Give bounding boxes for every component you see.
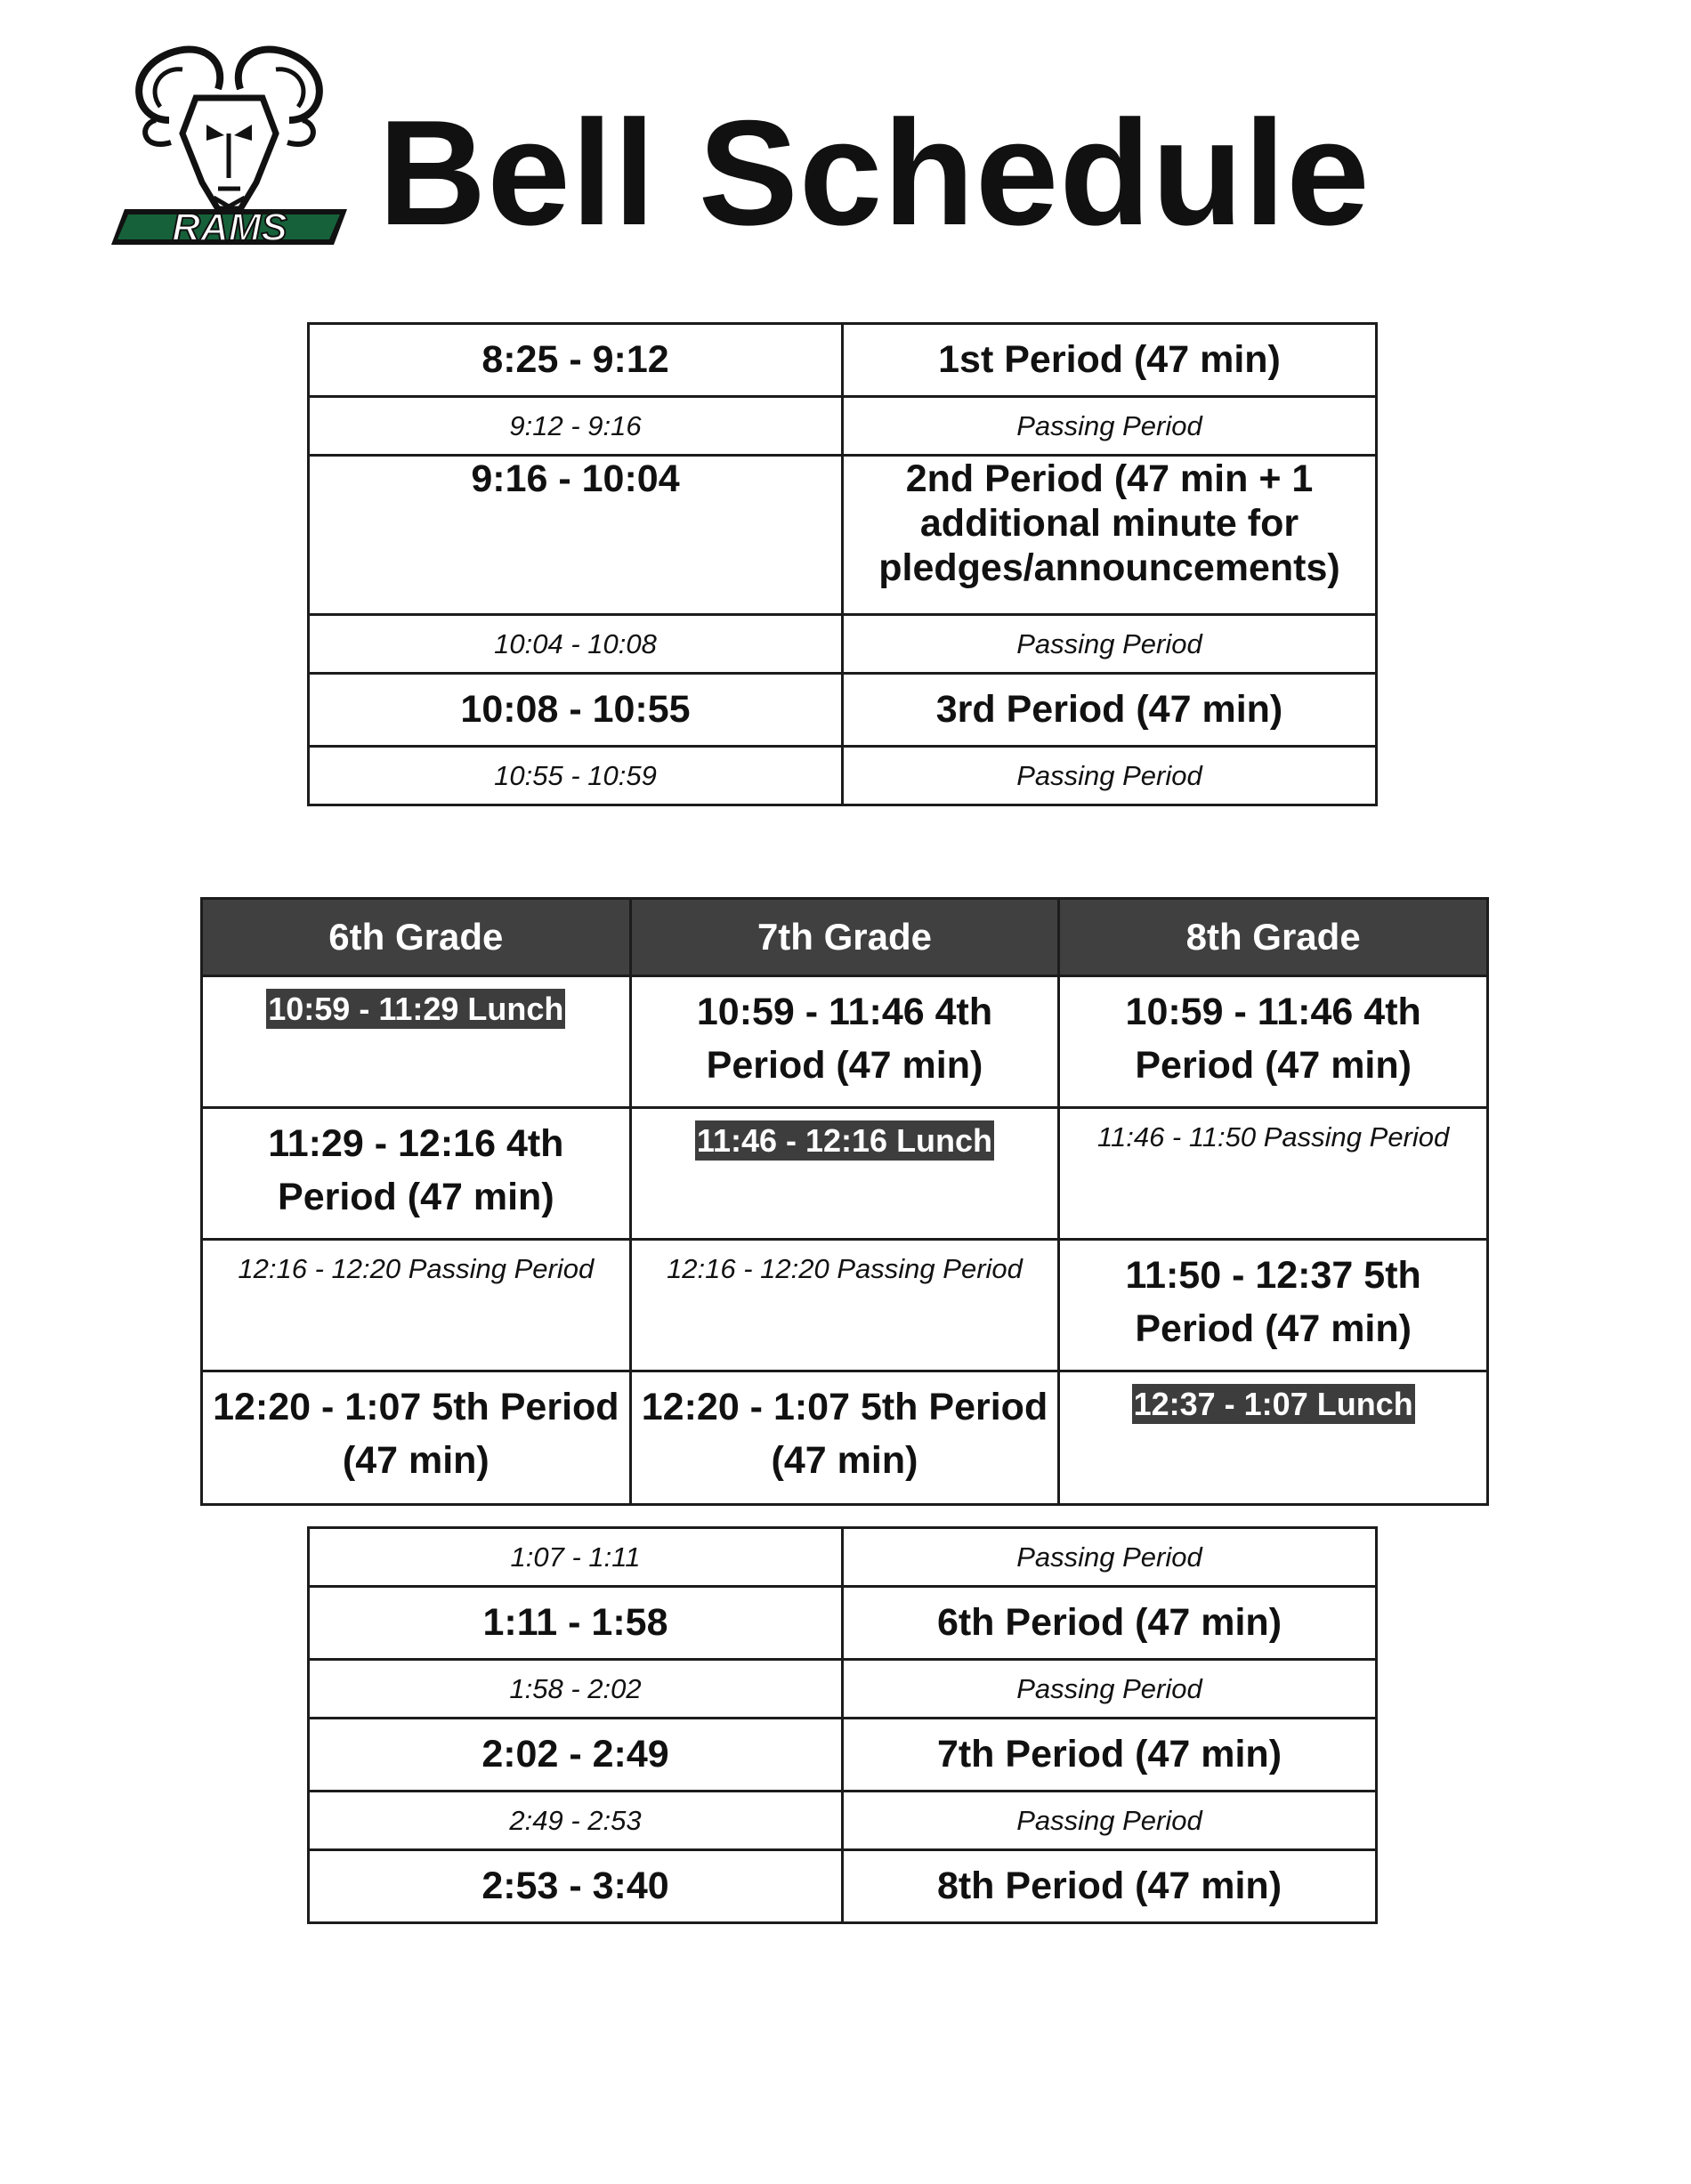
period-label-cell: Passing Period	[843, 615, 1377, 674]
period-text: 11:29 - 12:16 4th Period (47 min)	[268, 1122, 564, 1218]
period-text: 10:59 - 11:46 4th Period (47 min)	[1125, 991, 1421, 1087]
grade-cell	[630, 1371, 1059, 1505]
grade-cell	[202, 1240, 631, 1371]
period-label-cell: Passing Period	[843, 1528, 1377, 1587]
time-cell: 10:55 - 10:59	[309, 747, 843, 805]
time-cell: 8:25 - 9:12	[309, 324, 843, 397]
header-8th-grade: 8th Grade	[1059, 899, 1488, 976]
grade-cell	[1059, 1371, 1488, 1505]
afternoon-schedule-table	[307, 1526, 1378, 1924]
grade-row	[202, 1108, 1488, 1240]
period-label-cell: 8th Period (47 min)	[843, 1850, 1377, 1923]
period-label-cell: Passing Period	[843, 747, 1377, 805]
header-6th-grade: 6th Grade	[202, 899, 631, 976]
grade-cell	[1059, 1240, 1488, 1371]
grade-row	[202, 976, 1488, 1108]
grade-row	[202, 1240, 1488, 1371]
time-cell: 1:11 - 1:58	[309, 1587, 843, 1660]
time-cell: 9:12 - 9:16	[309, 397, 843, 456]
grade-lunch-table	[200, 897, 1489, 1506]
period-label-cell: Passing Period	[843, 1792, 1377, 1850]
schedule-row	[309, 456, 1377, 615]
passing-period-text: 12:16 - 12:20 Passing Period	[667, 1253, 1023, 1284]
morning-schedule-table	[307, 322, 1378, 806]
lunch-highlight: 10:59 - 11:29 Lunch	[268, 991, 564, 1027]
time-cell: 2:02 - 2:49	[309, 1719, 843, 1792]
schedule-row	[309, 1792, 1377, 1850]
passing-period-text: 12:16 - 12:20 Passing Period	[238, 1253, 595, 1284]
schedule-row	[309, 324, 1377, 397]
schedule-row	[309, 615, 1377, 674]
schedule-row	[309, 1528, 1377, 1587]
schedule-row	[309, 1660, 1377, 1719]
passing-period-text: 11:46 - 11:50 Passing Period	[1097, 1121, 1450, 1153]
period-text: 12:20 - 1:07 5th Period (47 min)	[641, 1386, 1048, 1482]
logo-text: RAMS	[172, 206, 287, 249]
time-cell: 2:49 - 2:53	[309, 1792, 843, 1850]
time-cell: 1:58 - 2:02	[309, 1660, 843, 1719]
grade-cell	[630, 1240, 1059, 1371]
time-cell: 2:53 - 3:40	[309, 1850, 843, 1923]
grade-header-row	[202, 899, 1488, 976]
grade-cell	[630, 1108, 1059, 1240]
grade-cell	[1059, 976, 1488, 1108]
period-label-cell: Passing Period	[843, 1660, 1377, 1719]
time-cell: 10:04 - 10:08	[309, 615, 843, 674]
time-cell: 1:07 - 1:11	[309, 1528, 843, 1587]
period-label-cell: 1st Period (47 min)	[843, 324, 1377, 397]
schedule-row	[309, 1850, 1377, 1923]
rams-logo	[107, 36, 352, 249]
header-7th-grade: 7th Grade	[630, 899, 1059, 976]
schedule-row	[309, 674, 1377, 747]
period-label-cell: 3rd Period (47 min)	[843, 674, 1377, 747]
rams-wordmark	[111, 206, 347, 249]
period-label-cell: 6th Period (47 min)	[843, 1587, 1377, 1660]
grade-cell	[630, 976, 1059, 1108]
period-text: 10:59 - 11:46 4th Period (47 min)	[696, 991, 993, 1087]
time-cell: 10:08 - 10:55	[309, 674, 843, 747]
schedule-row	[309, 1719, 1377, 1792]
period-label-cell: 7th Period (47 min)	[843, 1719, 1377, 1792]
schedule-row	[309, 397, 1377, 456]
time-cell: 9:16 - 10:04	[309, 456, 843, 615]
period-text: 11:50 - 12:37 5th Period (47 min)	[1125, 1254, 1421, 1350]
period-text: 12:20 - 1:07 5th Period (47 min)	[213, 1386, 619, 1482]
grade-cell	[202, 1108, 631, 1240]
schedule-row	[309, 747, 1377, 805]
period-label-cell: Passing Period	[843, 397, 1377, 456]
grade-cell	[1059, 1108, 1488, 1240]
grade-cell	[202, 976, 631, 1108]
period-label-cell: 2nd Period (47 min + 1 additional minute for pledges/announcements)	[843, 456, 1377, 615]
lunch-highlight: 11:46 - 12:16 Lunch	[696, 1122, 993, 1159]
schedule-row	[309, 1587, 1377, 1660]
lunch-highlight: 12:37 - 1:07 Lunch	[1133, 1386, 1413, 1422]
grade-cell	[202, 1371, 631, 1505]
grade-row	[202, 1371, 1488, 1505]
page-title: Bell Schedule	[378, 89, 1371, 256]
